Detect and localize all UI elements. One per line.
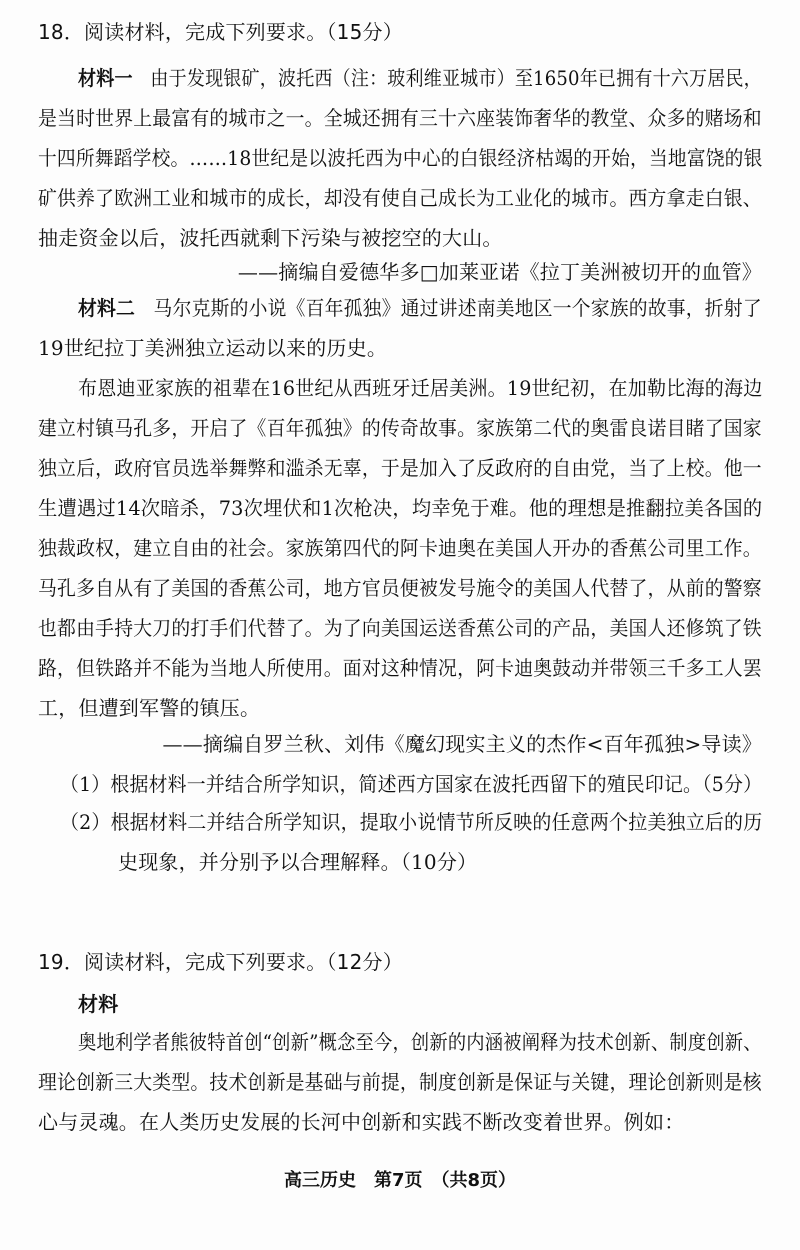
page-footer: 高三历史 第7页 （共8页） bbox=[283, 1170, 517, 1191]
q19-material-label: 材料 bbox=[78, 992, 119, 1016]
q18-subquestion-1: （1）根据材料一并结合所学知识，简述西方国家在波托西留下的殖民印记。（5分） bbox=[60, 772, 763, 796]
q18-material-1-line-1 bbox=[78, 64, 762, 92]
q19-title: 19．阅读材料，完成下列要求。（12分） bbox=[38, 950, 403, 974]
q18-material-2-source: ——摘编自罗兰秋、刘伟《魔幻现实主义的杰作<百年孤独>导读》 bbox=[162, 732, 762, 756]
q18-material-2-paragraph-line-7: 也都由手持大刀的打手们代替了。为了向美国运送香蕉公司的产品，美国人还修筑了铁 bbox=[38, 616, 762, 640]
q18-title: 18．阅读材料，完成下列要求。（15分） bbox=[38, 20, 403, 44]
q19-material-line-3: 心与灵魂。在人类历史发展的长河中创新和实践不断改变着世界。例如： bbox=[38, 1110, 685, 1134]
q18-material-2-paragraph-line-4: 生遭遇过14次暗杀，73次埋伏和1次枪决，均幸免于难。他的理想是推翻拉美各国的 bbox=[38, 496, 763, 520]
q18-material-2-paragraph-line-5: 独裁政权，建立自由的社会。家族第四代的阿卡迪奥在美国人开办的香蕉公司里工作。 bbox=[38, 536, 762, 560]
q18-material-1-text: 由于发现银矿，波托西（注：玻利维亚城市）至1650年已拥有十六万居民， bbox=[150, 66, 762, 90]
q18-material-2-paragraph-line-9: 工，但遭到军警的镇压。 bbox=[38, 696, 261, 720]
q18-material-2-text: 马尔克斯的小说《百年孤独》通过讲述南美地区一个家族的故事，折射了 bbox=[153, 296, 762, 320]
q18-material-1-label: 材料一 bbox=[78, 66, 133, 90]
q18-material-2-line-2: 19世纪拉丁美洲独立运动以来的历史。 bbox=[38, 336, 388, 360]
q18-material-1-line-4: 矿供养了欧洲工业和城市的成长，却没有使自己成长为工业化的城市。西方拿走白银、 bbox=[38, 186, 762, 210]
q18-subquestion-2-line-2: 史现象，并分别予以合理解释。（10分） bbox=[118, 850, 478, 874]
q18-material-2-paragraph-line-6: 马孔多自从有了美国的香蕉公司，地方官员便被发号施令的美国人代替了，从前的警察 bbox=[38, 576, 762, 600]
q19-material-line-1: 奥地利学者熊彼特首创“创新”概念至今，创新的内涵被阐释为技术创新、制度创新、 bbox=[78, 1030, 762, 1054]
q19-material-line-2: 理论创新三大类型。技术创新是基础与前提，制度创新是保证与关键，理论创新则是核 bbox=[38, 1070, 762, 1094]
q18-material-2-paragraph-line-1: 布恩迪亚家族的祖辈在16世纪从西班牙迁居美洲。19世纪初，在加勒比海的海边 bbox=[78, 376, 763, 400]
q18-material-2-paragraph-line-3: 独立后，政府官员选举舞弊和滥杀无辜，于是加入了反政府的自由党，当了上校。他一 bbox=[38, 456, 762, 480]
q18-subquestion-2-line-1: （2）根据材料二并结合所学知识，提取小说情节所反映的任意两个拉美独立后的历 bbox=[60, 810, 763, 834]
q18-material-2-paragraph-line-8: 路，但铁路并不能为当地人所使用。面对这种情况，阿卡迪奥鼓动并带领三千多工人罢 bbox=[38, 656, 762, 680]
q18-material-2-paragraph-line-2: 建立村镇马孔多，开启了《百年孤独》的传奇故事。家族第二代的奥雷良诺目睹了国家 bbox=[38, 416, 762, 440]
q18-material-2-label: 材料二 bbox=[78, 296, 136, 320]
q18-material-1-line-5: 抽走资金以后，波托西就剩下污染与被挖空的大山。 bbox=[38, 226, 503, 250]
q18-material-2-line-1 bbox=[78, 294, 762, 322]
q18-material-1-line-2: 是当时世界上最富有的城市之一。全城还拥有三十六座装饰奢华的教堂、众多的赌场和 bbox=[38, 106, 762, 130]
q18-material-1-source: ——摘编自爱德华多□加莱亚诺《拉丁美洲被切开的血管》 bbox=[237, 260, 762, 284]
q18-material-1-line-3: 十四所舞蹈学校。……18世纪是以波托西为中心的白银经济枯竭的开始，当地富饶的银 bbox=[38, 146, 763, 170]
